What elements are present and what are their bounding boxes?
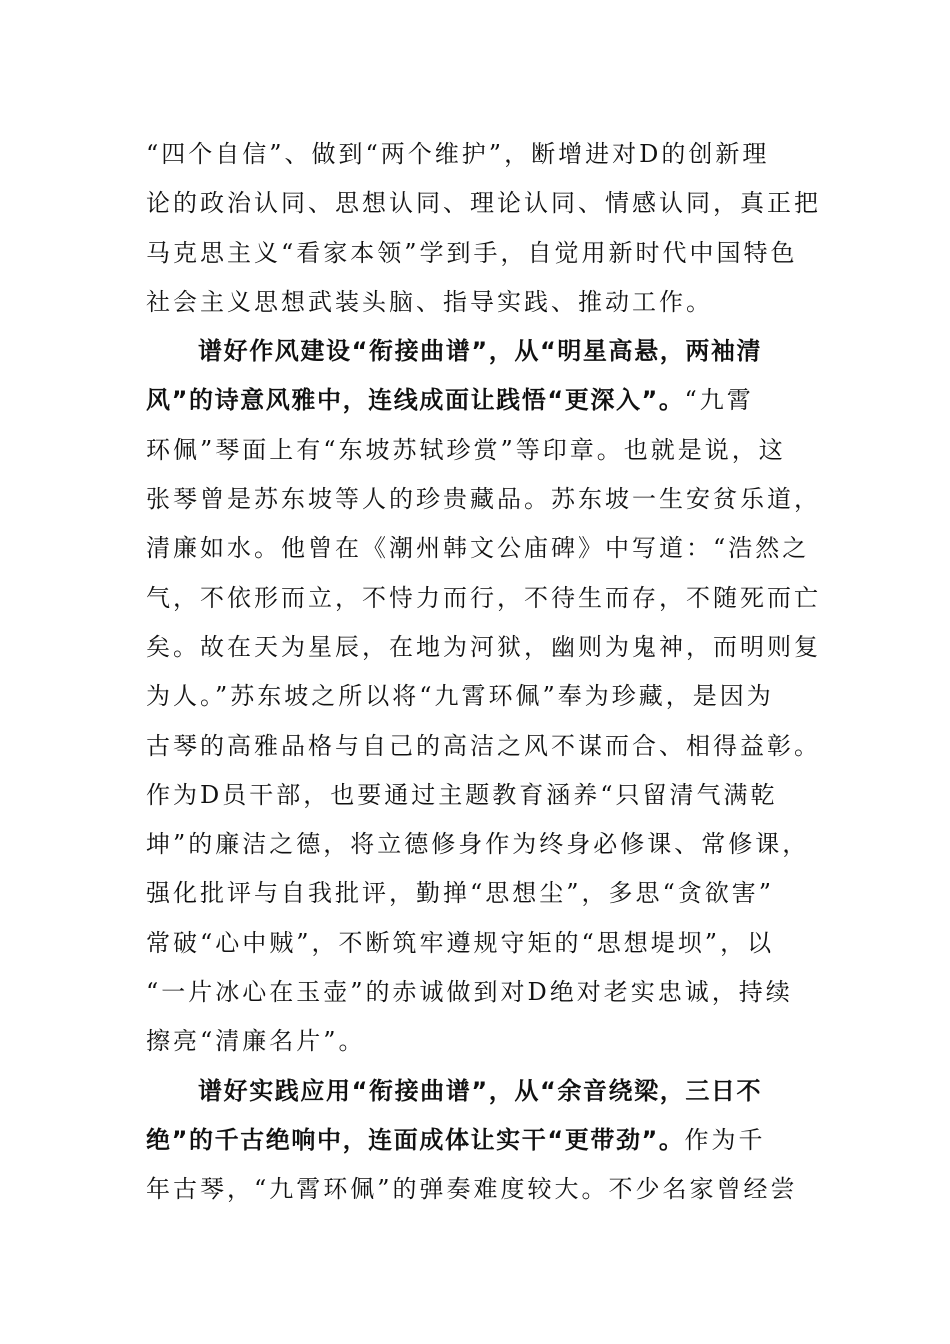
bold-heading-text: 谱好实践应用“衔接曲谱”，从“余音绕梁，三日不 <box>198 1076 763 1105</box>
text-line: 矣。故在天为星辰，在地为河狱，幽则为鬼神，而明则复 <box>146 632 821 661</box>
text-line: 清廉如水。他曾在《潮州韩文公庙碑》中写道：“浩然之 <box>146 534 810 563</box>
text-line: 环佩”琴面上有“东坡苏轼珍赏”等印章。也就是说，这 <box>146 435 786 464</box>
text-line: 气，不依形而立，不恃力而行，不待生而存，不随死而亡 <box>146 583 821 612</box>
body-text: 作为千 <box>684 1125 766 1154</box>
text-line: 常破“心中贼”，不断筑牢遵规守矩的“思想堤坝”，以 <box>146 928 775 957</box>
paragraph <box>146 327 821 1066</box>
text-line: 擦亮“清廉名片”。 <box>146 1027 366 1056</box>
text-line: 坤”的廉洁之德，将立德修身作为终身必修课、常修课， <box>146 830 810 859</box>
document-body <box>146 130 821 1215</box>
text-line: 张琴曾是苏东坡等人的珍贵藏品。苏东坡一生安贫乐道， <box>146 485 821 514</box>
text-line: “一片冰心在玉壶”的赤诚做到对D绝对老实忠诚，持续 <box>146 978 793 1007</box>
paragraph <box>146 1067 806 1215</box>
text-line <box>146 376 806 425</box>
text-line <box>146 1067 806 1116</box>
text-line: 为人。”苏东坡之所以将“九霄环佩”奉为珍藏，是因为 <box>146 682 774 711</box>
bold-heading-text: 风”的诗意风雅中，连线成面让践悟“更深入”。 <box>146 386 685 415</box>
text-line: “四个自信”、做到“两个维护”，断增进对D的创新理 <box>146 140 770 168</box>
text-line: 社会主义思想武装头脑、指导实践、推动工作。 <box>146 287 713 316</box>
text-line: 作为D员干部，也要通过主题教育涵养“只留清气满乾 <box>146 780 778 809</box>
text-line: 强化批评与自我批评，勤掸“思想尘”，多思“贪欲害” <box>146 879 775 908</box>
text-line <box>146 1116 806 1165</box>
text-line: 古琴的高雅品格与自己的高洁之风不谋而合、相得益彰。 <box>146 731 821 760</box>
bold-heading-text: 绝”的千古绝响中，连面成体让实干“更带劲”。 <box>146 1125 685 1154</box>
text-line: 马克思主义“看家本领”学到手，自觉用新时代中国特色 <box>146 238 798 267</box>
text-line: 年古琴，“九霄环佩”的弹奏难度较大。不少名家曾经尝 <box>146 1175 798 1204</box>
paragraph <box>146 130 821 327</box>
text-line: 论的政治认同、思想认同、理论认同、情感认同，真正把 <box>146 189 821 218</box>
body-text: “九霄 <box>684 386 754 415</box>
text-line <box>146 327 806 376</box>
bold-heading-text: 谱好作风建设“衔接曲谱”，从“明星高悬，两袖清 <box>198 337 763 366</box>
